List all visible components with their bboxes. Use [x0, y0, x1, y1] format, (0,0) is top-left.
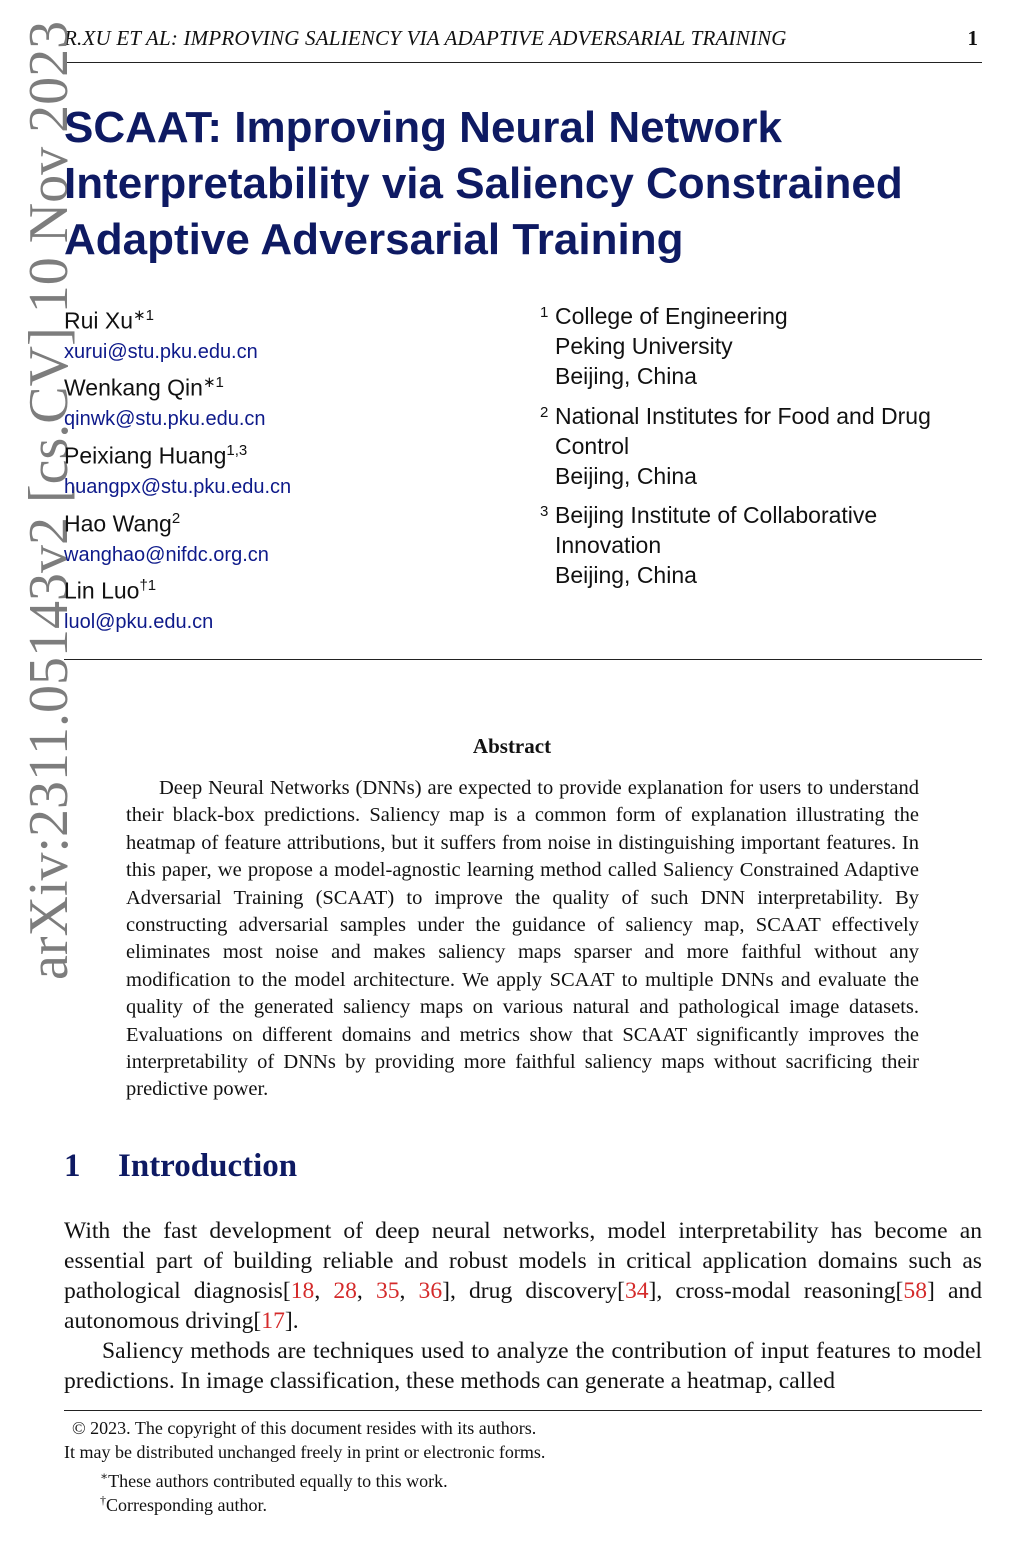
affiliation-block: [540, 500, 980, 590]
section-title: Introduction: [118, 1148, 298, 1184]
affiliation-line: Peking University: [555, 333, 733, 359]
header-rule: [64, 62, 982, 63]
footnote-rule: [64, 1410, 982, 1411]
author-block: [64, 505, 524, 568]
affiliation-line: Beijing, China: [555, 463, 697, 489]
arxiv-identifier-stamp: arXiv:2311.05143v2 [cs.CV] 10 Nov 2023: [18, 20, 80, 980]
page-number: 1: [967, 26, 978, 50]
abstract-text: Deep Neural Networks (DNNs) are expected to provide explanation for users to understand their black-box predictions. Saliency map is a common form of explanation illustrating the heatmap of feature attributions, but it suffers from noise in distinguishing important features. In this paper, we propose a model-agnostic learning method called Saliency Constrained Adaptive Adversarial Training (SCAAT) to improve the quality of such DNN interpretability. By constructing adversarial samples under the guidance of saliency map, SCAAT effectively eliminates most noise and makes saliency maps sparser and more faithful without any modification to the model architecture. We apply SCAAT to multiple DNNs and evaluate the quality of the generated saliency maps on various natural and pathological image datasets. Evaluations on different domains and metrics show that SCAAT significantly improves the interpretability of DNNs by providing more faithful saliency maps without sacrificing their predictive power.: [126, 777, 919, 1101]
footnote-corresponding-author: †Corresponding author.: [100, 1493, 267, 1515]
author-block: [64, 572, 524, 635]
affiliation-line: College of Engineering: [555, 303, 788, 329]
citation-link[interactable]: 18: [290, 1278, 315, 1304]
author-block: [64, 437, 524, 500]
citation-link[interactable]: 36: [418, 1278, 443, 1304]
affiliation-line: Beijing, China: [555, 562, 697, 588]
author-affiliation-mark: 1,3: [226, 442, 248, 459]
footnote-mark: ∗: [100, 1469, 109, 1483]
author-affiliation-mark: †1: [139, 577, 157, 594]
intro-paragraph: Saliency methods are techniques used to analyze the contribution of input features to model predictions. In image classification, these methods can generate a heatmap, called: [64, 1338, 982, 1394]
running-title: R.XU ET AL: IMPROVING SALIENCY VIA ADAPTIVE ADVERSARIAL TRAINING: [64, 26, 787, 50]
section-heading: [64, 1148, 297, 1185]
title-line: Adaptive Adversarial Training: [64, 215, 684, 264]
affiliation-line: National Institutes for Food and Drug: [555, 403, 931, 429]
author-name: Rui $Xu^{∗1}$: [64, 307, 154, 334]
citation-link[interactable]: 35: [375, 1278, 400, 1304]
abstract-heading: Abstract: [472, 734, 552, 758]
affiliation-line: Innovation: [555, 532, 662, 558]
affiliation-block: [540, 401, 980, 491]
citation-link[interactable]: 58: [903, 1278, 927, 1304]
affiliation-block: [540, 301, 980, 391]
author-affiliation-mark: 2: [171, 510, 181, 527]
author-name: Hao Wang$^2$: [64, 510, 181, 537]
affiliation-mark: 2: [540, 404, 549, 421]
author-email-link[interactable]: wanghao@nifdc.org.cn: [64, 543, 269, 566]
author-name: Lin Luo$^{\dagger 1}$: [64, 577, 157, 604]
affiliation-line: Beijing Institute of Collaborative: [555, 502, 878, 528]
author-email-link[interactable]: xurui@stu.pku.edu.cn: [64, 340, 258, 363]
copyright-notice: © 2023. The copyright of this document resides with its authors.: [72, 1418, 537, 1438]
author-email-link[interactable]: qinwk@stu.pku.edu.cn: [64, 407, 266, 430]
affiliation-line: Beijing, China: [555, 363, 697, 389]
author-block: [64, 369, 524, 432]
intro-paragraph: With the fast development of deep neural networks, model interpretability has become an essential part of building reliable and robust models in critical application domains such as pathological diagnosis[18, 28, 35, 36], drug discovery[34], cross-modal reasoning[58] and autonomous driving[17].: [64, 1218, 983, 1334]
author-email-link[interactable]: huangpx@stu.pku.edu.cn: [64, 475, 292, 498]
author-section-rule: [64, 659, 982, 660]
citation-link[interactable]: 28: [333, 1278, 357, 1304]
distribution-notice: It may be distributed unchanged freely in print or electronic forms.: [64, 1442, 546, 1462]
affiliation-mark: 3: [540, 503, 549, 520]
citation-link[interactable]: 34: [624, 1278, 649, 1304]
citation-link[interactable]: 17: [261, 1308, 285, 1334]
footnote-mark: †: [100, 1493, 106, 1507]
author-name: Wenkang Qin$^{∗1}$: [64, 374, 224, 401]
author-affiliation-mark: ∗1: [133, 307, 154, 324]
affiliation-mark: 1: [540, 304, 549, 321]
paper-title: [64, 100, 964, 268]
running-header: [64, 24, 982, 54]
section-number: 1: [64, 1148, 81, 1184]
author-email-link[interactable]: luol@pku.edu.cn: [64, 610, 214, 633]
footnote-equal-contribution: ∗These authors contributed equally to this work.: [100, 1469, 448, 1491]
affiliation-line: Control: [555, 433, 630, 459]
title-line: SCAAT: Improving Neural Network: [64, 103, 782, 152]
author-affiliation-mark: ∗1: [202, 374, 224, 391]
title-line: Interpretability via Saliency Constrained: [64, 159, 903, 208]
author-name: Peixiang Huang$^{1,3}$: [64, 442, 248, 469]
author-block: [64, 302, 524, 365]
